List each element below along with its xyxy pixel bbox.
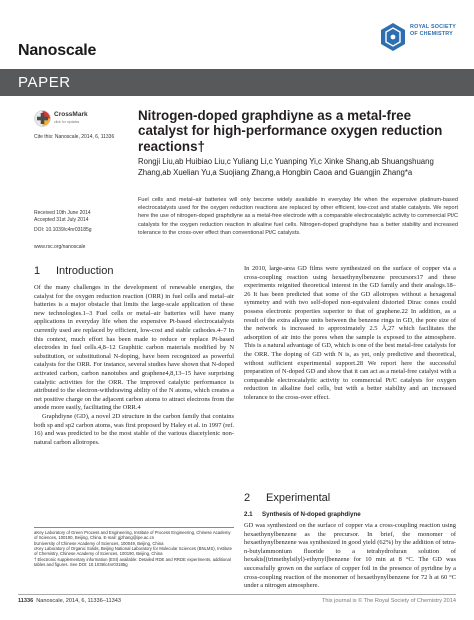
- article-dates: [34, 210, 92, 233]
- received-date: Received 10th June 2014: [34, 210, 91, 216]
- subsection-heading-synthesis: [244, 511, 361, 518]
- right-column-text: [244, 265, 456, 403]
- subsection-number: 2.1: [244, 511, 253, 518]
- synthesis-text: [244, 522, 456, 591]
- article-type-band: [0, 69, 474, 96]
- intro-text: [34, 284, 234, 447]
- author-list: Rongji Liu,ab Huibiao Liu,c Yuliang Li,c Yuanping Yi,c Xinke Shang,ab Shuangshuang Zhang,ab Xuelian Yu,a Suojiang Zhang,a Hongbin Caoa and Guangjin Zhang*a: [138, 157, 434, 177]
- section-number: 2: [244, 492, 251, 504]
- section-heading-experimental: [244, 492, 330, 504]
- footnote-b: bUniversity of Chinese Academy of Sciences, 100049, Beijing, China: [34, 540, 164, 546]
- section-number: 1: [34, 265, 41, 277]
- journal-name: Nanoscale: [18, 42, 97, 59]
- footer-left: [18, 598, 121, 604]
- footer-rule: [18, 594, 456, 595]
- page-number: 11336: [18, 598, 34, 604]
- footnote-esi: † Electronic supplementary information (ESI) available: Detailed RDE and RRDE experiments, additional tables and figures. See DOI: 10.1039/c4nr03185g: [34, 556, 231, 568]
- right-paragraph-1: In 2010, large-area GD films were synthesized on the surface of copper via a cross-coupling reaction using hexaethynylbenzene precursors17 and these experiments reignited theoretical interest in the GD family and their analogs.18–26 It has been predicted that some of the GD allotropes without a hexagonal symmetry and with two self-doped non-equivalent distorted Dirac cones could possess electronic properties superior to that of graphene.22 In addition, as a result of the extra alkyne units between the benzene rings in GD, the pore size of the network is increased to approximately 2.5 Å,27 which facilitates the adsorption of air into the pores when the sample is exposed to the atmosphere. This is a natural advantage of GD, which is one of the best metal-free catalysts for the ORR. The doping of GD with N is, as yet, only predictive and theoretical, without sufficient experimental support.28 We report here the successful preparation of N-doped GD and show that it can act as a metal-free catalyst with a comparable electrocatalytic activity to commercial Pt/C catalysts for oxygen reduction in alkaline fuel cells, but with a better stability and an increased tolerance to the cross-over effect.: [244, 265, 457, 401]
- section-title: Introduction: [56, 265, 114, 277]
- rsc-hexagon-icon: [379, 22, 407, 52]
- section-title: Experimental: [266, 492, 331, 504]
- article-type: PAPER: [18, 74, 71, 91]
- footnote-a: aKey Laboratory of Green Process and Engineering, Institute of Process Engineering, Chinese Academy of Sciences, 100190, Beijing, China. E-mail: gjzhang@ipe.ac.cn: [34, 530, 231, 541]
- accepted-date: Accepted 31st July 2014: [34, 216, 89, 223]
- crossmark-badge[interactable]: [34, 110, 112, 128]
- crossmark-icon: [34, 110, 51, 127]
- footer-copyright: This journal is © The Royal Society of Chemistry 2014: [322, 598, 456, 604]
- synthesis-paragraph: GD was synthesized on the surface of copper via a cross-coupling reaction using hexaethynylbenzene as the precursor. In brief, the monomer of hexaethynylbenzene was synthesized in good yield (62%) by the addition of tetra-n-butylammonium fluoride to a tetrahydrofuran solution of hexakis[(trimethylsilyl)-ethynyl]benzene for 10 min at 8 °C. The GD was successfully grown on the surface of copper foil in the presence of pyridine by a cross-coupling reaction of the monomer of hexaethynylbenzene for 72 h at 60 °C under a nitrogen atmosphere.: [244, 522, 456, 590]
- subsection-title: Synthesis of N-doped graphdiyne: [262, 511, 361, 518]
- journal-url[interactable]: www.rsc.org/nanoscale: [34, 244, 86, 250]
- article-title: Nitrogen-doped graphdiyne as a metal-free catalyst for high-performance oxygen reduction reactions†: [138, 108, 443, 154]
- citation-line: Cite this: Nanoscale, 2014, 6, 11336: [34, 134, 115, 140]
- doi[interactable]: DOI: 10.1039/c4nr03185g: [34, 226, 92, 233]
- section-heading-introduction: [34, 265, 113, 277]
- footnotes: [34, 530, 234, 568]
- rsc-logo-text: ROYAL SOCIETY OF CHEMISTRY: [410, 24, 457, 37]
- abstract: Fuel cells and metal–air batteries will only become widely available in everyday life when the expensive platinum-based electrocatalysts used for the oxygen reduction reactions are replaced by other efficient, low-cost and stable catalysts. We report here the use of nitrogen-doped graphdiyne as a metal-free electrode with a comparable electrocatalytic activity to commercial Pt/C catalysts for the oxygen reduction reaction in alkaline fuel cells. Nitrogen-doped graphdiyne has a better stability and increased tolerance to the cross-over effect than conventional Pt/C catalysts.: [138, 197, 458, 236]
- journal-reference: Nanoscale, 2014, 6, 11336–11343: [36, 598, 121, 604]
- crossmark-label: CrossMark: [54, 111, 88, 118]
- footnote-rule: [34, 527, 234, 528]
- rsc-logo: [379, 21, 459, 55]
- crossmark-sub: click for updates: [54, 120, 80, 124]
- intro-paragraph-2: Graphdiyne (GD), a novel 2D structure in the carbon family that contains both sp and sp2 carbon atoms, was first proposed by Haley et al. in 1997 (ref. 16) and was predicted to be the most stable of the various diacetylenic non-natural carbon allotropes.: [34, 412, 234, 446]
- intro-paragraph-1: Of the many challenges in the development of renewable energies, the catalyst for the oxygen reduction reaction (ORR) in fuel cells and metal–air batteries is a major obstacle that limits the large-scale application of these new technologies.1–3 Fuel cells or metal–air batteries will have many applications in everyday life when the expensive Pt-based electrocatalysts currently used are replaced by efficient, low-cost and stable cathodes.4–7 In this context, much effort has been made to reduce or replace Pt-based electrodes in fuel cells.4,8–12 Graphitic carbon materials modified by N substitution, or substitutional N-doping, have been recognized as powerful catalysts for the ORR. For instance, several studies have shown that N-doped activated carbon, carbon nanotubes and graphene4,8,13–15 have surprising catalytic activities for the ORR. The improved catalytic performance is attributed to the electron-withdrawing ability of the N atoms, which creates a net positive charge on the adjacent carbon atoms to attract electrons from the anode more easily, facilitating the ORR.4: [34, 284, 234, 412]
- footnote-c: cKey Laboratory of Organic Solids, Beijing National Laboratory for Molecular Sciences (BNLMS), Institute of Chemistry, Chinese Academy of Sciences, 100190, Beijing, China: [34, 546, 232, 557]
